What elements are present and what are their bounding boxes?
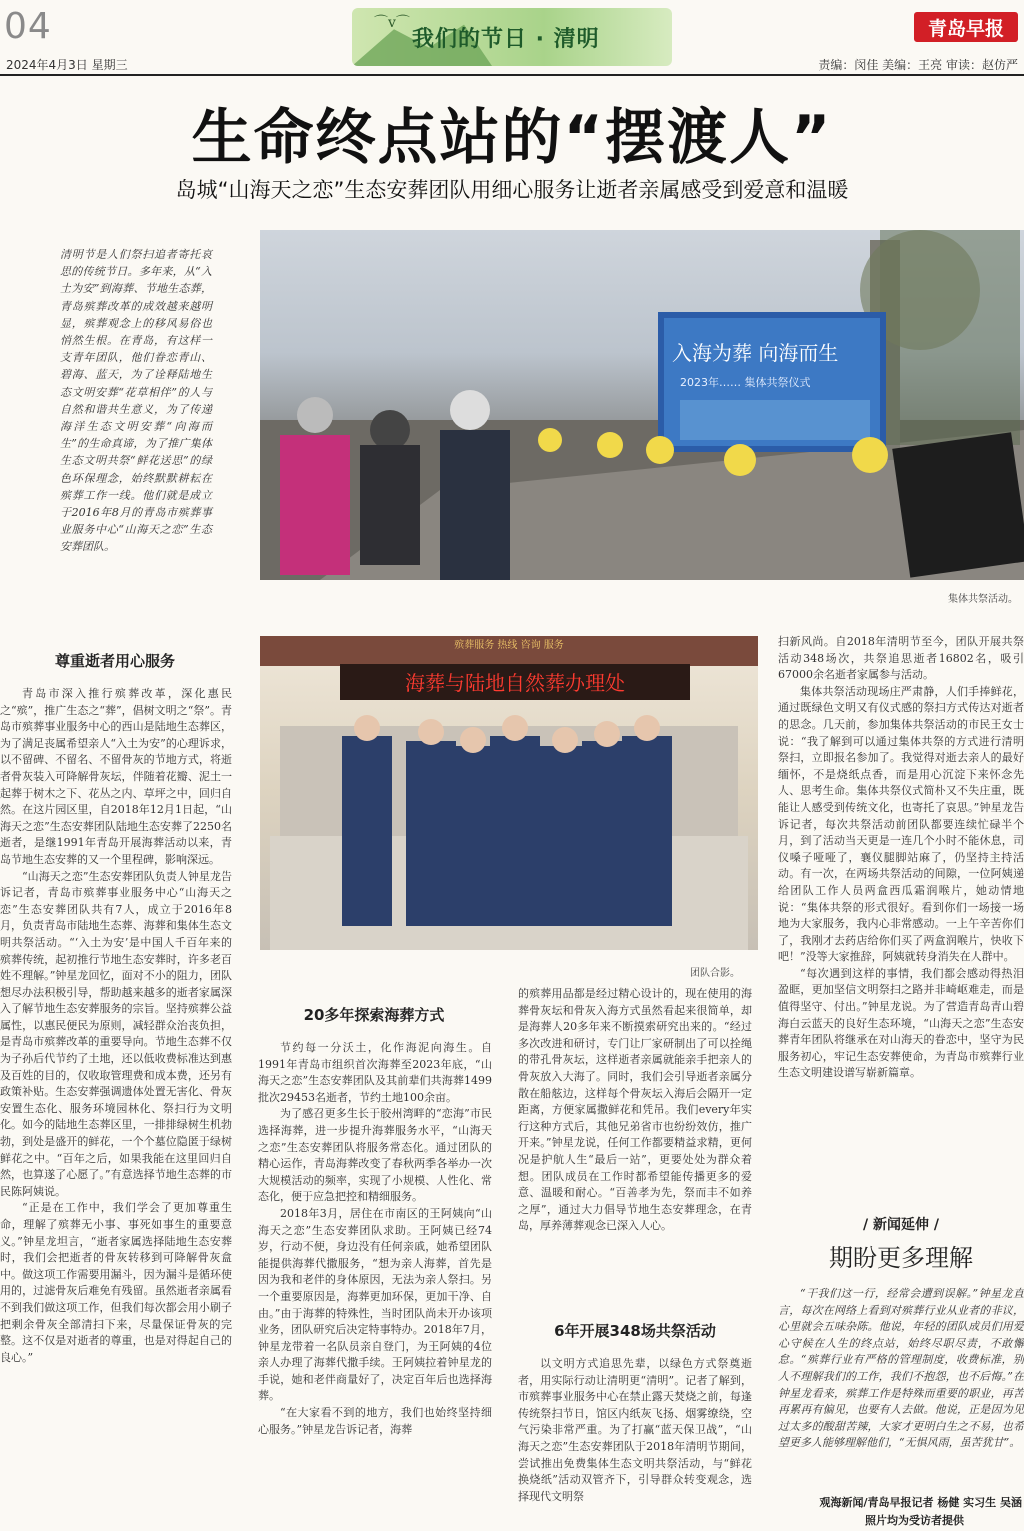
s2-paragraph: 节约每一分沃土，化作海泥向海生。自1991年青岛市组织首次海葬至2023年底，“山海天之恋”生态安葬团队及其前辈们共海葬1499批次29453名逝者，节约土地100余亩。 — [258, 1041, 492, 1104]
section2-body — [258, 1040, 492, 1531]
swallow-icon: ⌒v⌒ — [374, 15, 410, 31]
photo-credit: 照片均为受访者提供 — [865, 1514, 964, 1527]
ceremony-photo-illustration — [260, 230, 1024, 580]
section3-body — [518, 1356, 752, 1531]
ceremony-photo — [260, 230, 1024, 580]
s2-paragraph: 2018年3月，居住在市南区的王阿姨向“山海天之恋”生态安葬团队求助。王阿姨已经74岁，行动不便，身边没有任何亲戚，她希望团队能提供海葬代撒服务，“想为亲人海葬，首先是因为我和老伴的身体原因，无法为亲人祭扫。另一个重要原因是，海葬更加环保，更加干净、自由。”由于海葬的特殊性，当时团队尚未开办该项业务，团队研究后决定特事特办。2018年7月，钟星龙带着一名队员亲自登门，为王阿姨的4位亲人办理了海葬代撒手续。王阿姨拉着钟星龙的手说，她和老伴商量好了，决定百年后也选择海葬。 — [258, 1206, 492, 1403]
team-photo — [260, 636, 758, 950]
subheadline: 岛城“山海天之恋”生态安葬团队用细心服务让逝者亲属感受到爱意和温暖 — [175, 178, 849, 202]
headline: 生命终点站的“摆渡人” — [191, 103, 833, 173]
section2-title: 20多年探索海葬方式 — [303, 1006, 445, 1024]
date-line: 2024年4月3日 星期三 — [6, 58, 128, 72]
s1-paragraph: “正是在工作中，我们学会了更加尊重生命，理解了殡葬无小事、事死如事生的重要意义。”钟星龙坦言，“逝者家属选择陆地生态安葬时，我们会把逝者的骨灰转移到可降解骨灰盒中。做这项工作需要用漏斗，因为漏斗是循环使用的，过滤骨灰后难免有残留。虽然逝者亲属看不到我们做这项工作，但我们每次都会用小刷子把剩余骨灰全部清扫下来，尽量保证骨灰的完整。这不仅是对逝者的尊重，也是对得起自己的良心。” — [0, 1201, 232, 1364]
s2-cont-paragraph: 的殡葬用品都是经过精心设计的，现在使用的海葬骨灰坛和骨灰入海方式虽然看起来很简单，却是海葬人20多年来不断摸索研究出来的。“经过多次改进和研讨，专门让厂家研制出了可以拴绳的带孔骨灰坛，这样逝者亲属就能亲手把亲人的骨灰放入大海了。同时，我们会引导逝者亲属分散在船舷边，这样每个骨灰坛入海后会隔开一定距离，方便家属撒鲜花和凭吊。我们every年实行这种方式后，其他兄弟省市也纷纷效仿，推广开来。”钟星龙说，任何工作都要精益求精，更何况是护航人生“最后一站”，更要处处为群众着想。团队成员在工作时都希望能传播更多的爱意、温暖和耐心。“百善孝为先，祭而丰不如养之厚”，通过大力倡导节地生态安葬理念，在青岛，厚养薄葬观念已深入人心。 — [518, 987, 752, 1233]
backdrop-line1: 入海为葬 向海而生 — [672, 341, 839, 365]
photo2-caption: 团队合影。 — [690, 968, 740, 979]
news-extension-label: / 新闻延伸 / — [863, 1217, 939, 1233]
led-sign-top: 殡葬服务 热线 咨询 服务 — [454, 640, 564, 651]
team-photo-illustration — [260, 636, 758, 950]
s3-paragraph: 以文明方式追思先辈，以绿色方式祭奠逝者，用实际行动让清明更“清明”。记者了解到，市殡葬事业服务中心在禁止露天焚烧之前，每逢传统祭扫节日，馆区内纸灰飞扬、烟雾缭绕，空气污染非常严重。为了打赢“蓝天保卫战”，“山海天之恋”生态安葬团队于2018年清明节期间，尝试推出免费集体生态文明共祭活动，与“鲜花换烧纸”活动双管齐下，引导群众转变观念，选择现代文明祭 — [518, 1357, 752, 1503]
newspaper-logo: 青岛早报 — [914, 12, 1018, 42]
section1-body — [0, 686, 232, 1531]
section2-body-cont — [518, 986, 752, 1302]
s1-paragraph: “山海天之恋”生态安葬团队负责人钟星龙告诉记者，青岛市殡葬事业服务中心“山海天之恋”生态安葬团队共有7人，成立于2016年8月，负责青岛市陆地生态葬、海葬和集体生态文明共祭活动。“‘入土为安’是中国人千百年来的殡葬传统，起初推行节地生态安葬时，许多老百姓不理解。”钟星龙回忆，面对不小的阻力，团队想尽办法积极引导，帮助越来越多的逝者家属深入了解节地生态安葬服务的宗旨。坚持殡葬公益属性，以惠民便民为原则，减轻群众治丧负担，是青岛市殡葬改革的重要导向。节地生态葬不仅为子孙后代节约了土地，还以低收费标准达到惠及百姓的目的，仅收取管理费和成本费，还另有政策补贴。生态安葬强调遗体处置无害化、骨灰安置生态化、服务环境园林化、祭扫行为文明化。如今的陆地生态葬区里，一排排绿树生机勃勃，到处是盛开的鲜花，一个个墓位隐匿于绿树鲜花之中。“百年之后，如果我能在这里回归自然，也算遂了心愿了。”有意选择节地生态葬的市民陈阿姨说。 — [0, 869, 232, 1198]
s1-paragraph: 青岛市深入推行殡葬改革，深化惠民之“殡”，推广生态之“葬”，倡树文明之“祭”。青岛市殡葬事业服务中心的西山是陆地生态葬区，为了满足丧属希望亲人“入土为安”的心理诉求，以不留碑、不留名、不留骨灰的节地方式，将逝者骨灰装入可降解骨灰坛，伴随着花瓣、泥土一起葬于树木之下、花丛之内、草坪之中，回归自然。在这片园区里，自2018年12月1日起，“山海天之恋”生态安葬团队陆地生态安葬了2250名逝者，是继1991年青岛开展海葬活动以来，青岛节地生态安葬的又一个里程碑，影响深远。 — [0, 687, 232, 866]
news-extension-title: 期盼更多理解 — [829, 1244, 973, 1272]
page-number: 04 — [4, 6, 52, 47]
section3-body-cont — [778, 634, 1024, 1200]
s3-cont-paragraph: 扫新风尚。自2018年清明节至今，团队开展共祭活动348场次，共祭追思逝者16802名，吸引67000余名逝者家属参与活动。 — [778, 635, 1024, 682]
led-sign: 海葬与陆地自然葬办理处 — [405, 671, 625, 695]
s2-paragraph: “在大家看不到的地方，我们也始终坚持细心服务。”钟星龙告诉记者，海葬 — [258, 1406, 492, 1436]
section-banner-text: 我们的节日 · 清明 — [412, 27, 600, 52]
s3-cont-paragraph: “每次遇到这样的事情，我们都会感动得热泪盈眶，更加坚信文明祭扫之路并非崎岖难走，而是值得坚守、付出。”钟星龙说。为了营造青岛青山碧海白云蓝天的良好生态环境，“山海天之恋”生态安葬青年团队将继承在对山海天的眷恋中，坚守为民服务初心，牢记生态安葬使命，为青岛市殡葬行业生态文明建设谱写崭新篇章。 — [778, 966, 1024, 1080]
section3-title: 6年开展348场共祭活动 — [554, 1322, 716, 1340]
s3-cont-paragraph: 集体共祭活动现场庄严肃静，人们手捧鲜花，通过既绿色文明又有仪式感的祭扫方式传达对逝者的思念。几天前，参加集体共祭活动的市民王女士说：“我了解到可以通过集体共祭的方式进行清明祭扫，立即报名参加了。我觉得对逝去亲人的最好缅怀，不是烧纸点香，而是用心沉淀下来怀念先人、思考生命。集体共祭仪式简朴又不失庄重，既能让人感受到传统文化，也寄托了哀思。”钟星龙告诉记者，每次共祭活动前团队都要连续忙碌半个月，到了活动当天更是一连几个小时不能休息，司仪嗓子哑哑了，襄仪腿脚站麻了，仍坚持主持活动。有一次，在两场共祭活动的间隙，一位阿姨递给团队工作人员两盒西瓜霜润喉片，她动情地说：“集体共祭的形式很好。看到你们一场接一场地为大家服务，我内心非常感动。一上午辛苦你们了，我刚才去药店给你们买了两盒润喉片，快收下吧！”没等大家推辞，阿姨就转身消失在人群中。 — [778, 684, 1024, 964]
header-rule — [0, 74, 1024, 76]
photo1-caption: 集体共祭活动。 — [948, 594, 1018, 605]
intro-paragraph: 清明节是人们祭扫追者寄托哀思的传统节日。多年来，从“入土为安”到海葬、节地生态葬，青岛殡葬改革的成效越来越明显，殡葬观念上的移风易俗也悄然生根。在青岛，有这样一支青年团队，他们眷恋青山、碧海、蓝天，为了诠释陆地生态文明安葬“花草相伴”的人与自然和谐共生意义，为了传递海洋生态文明安葬“向海而生”的生命真谛，为了推广集体生态文明共祭“鲜花送思”的绿色环保理念，始终默默耕耘在殡葬工作一线。他们就是成立于2016年8月的青岛市殡葬事业服务中心“山海天之恋”生态安葬团队。 — [60, 248, 212, 554]
section1-title: 尊重逝者用心服务 — [54, 652, 175, 670]
section-banner — [352, 8, 672, 66]
byline: 观海新闻/青岛早报记者 杨健 实习生 吴涵 — [819, 1496, 1022, 1509]
s2-paragraph: 为了感召更多生长于胶州湾畔的“恋海”市民选择海葬，进一步提升海葬服务水平，“山海天之恋”生态安葬团队将服务常态化。通过团队的精心运作，青岛海葬改变了春秋两季各举办一次大规模活动的频率，实现了小规模、人性化、常态化，便于应急把控和精细服务。 — [258, 1107, 492, 1204]
backdrop-line2: 2023年…… 集体共祭仪式 — [680, 376, 811, 389]
ext-paragraph: “干我们这一行，经常会遭到误解。”钟星龙直言，每次在网络上看到对殡葬行业从业者的非议，心里就会五味杂陈。他说，年轻的团队成员们用爱心守候在人生的终点站，始终尽职尽责，不敢懈怠。“殡葬行业有严格的管理制度，收费标准，别人不理解我们的工作，我们不抱怨，也不后悔。”在钟星龙看来，殡葬工作是特殊而重要的职业，再苦再累再有偏见，也要有人去做。他说，正是因为见过太多的酸甜苦辣，大家才更明白生之不易，也希望更多人能够理解他们，“无惧风雨，虽苦犹甘”。 — [778, 1287, 1024, 1450]
news-extension-body — [778, 1286, 1024, 1490]
editor-credits: 责编：闵佳 美编：王亮 审读：赵仿严 — [818, 58, 1018, 72]
